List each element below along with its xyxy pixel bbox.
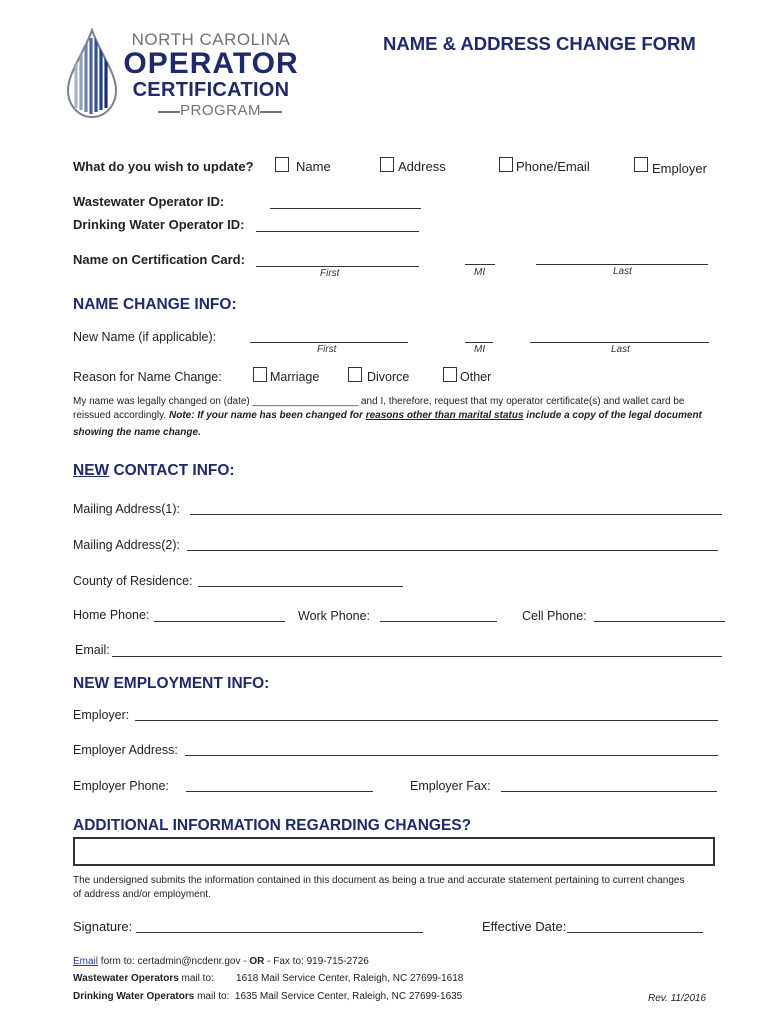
- new-last-caption: Last: [611, 344, 630, 355]
- additional-info-textbox[interactable]: [73, 837, 715, 866]
- mailing-address-1-label: Mailing Address(1):: [73, 502, 180, 516]
- mailing-address-1-field[interactable]: [190, 514, 722, 515]
- home-phone-field[interactable]: [154, 621, 285, 622]
- revision-date: Rev. 11/2016: [648, 993, 707, 1004]
- additional-info-heading: ADDITIONAL INFORMATION REGARDING CHANGES?: [73, 817, 472, 834]
- note-marital-text: reasons other than marital status: [365, 410, 524, 421]
- reason-marriage-label: Marriage: [270, 370, 320, 384]
- note-text: Note: If your name has been changed for: [168, 410, 363, 421]
- effective-date-label: Effective Date:: [482, 919, 567, 934]
- cert-mi-field[interactable]: [465, 264, 495, 265]
- mailing-address-2-field[interactable]: [187, 550, 718, 551]
- certification-statement-2: of address and/or employment.: [73, 889, 211, 900]
- contact-heading-rest: CONTACT INFO:: [109, 462, 235, 479]
- logo-line-3: CERTIFICATION: [132, 79, 290, 101]
- reason-other-label: Other: [460, 370, 492, 384]
- employment-heading: NEW EMPLOYMENT INFO:: [73, 675, 270, 692]
- employer-address-field[interactable]: [185, 755, 718, 756]
- email-field[interactable]: [112, 656, 722, 657]
- legal-change-statement-2: [73, 410, 702, 421]
- signature-label: Signature:: [73, 919, 133, 934]
- reason-label: Reason for Name Change:: [73, 370, 222, 384]
- cert-last-name-field[interactable]: [536, 264, 708, 265]
- new-mi-field[interactable]: [465, 342, 493, 343]
- footer-drinking-line: [73, 991, 462, 1002]
- work-phone-field[interactable]: [380, 621, 497, 622]
- employer-fax-label: Employer Fax:: [410, 779, 491, 793]
- update-name-checkbox[interactable]: [275, 157, 289, 172]
- or-text: OR: [249, 956, 265, 967]
- legal-change-statement: My name was legally changed on (date) ___________________ and I, therefore, request that my operator certificate(s) and wallet card be: [73, 396, 685, 407]
- employer-phone-label: Employer Phone:: [73, 779, 169, 793]
- wastewater-mail-address: mail to: 1618 Mail Service Center, Raleigh, NC 27699-1618: [178, 973, 464, 984]
- update-address-label: Address: [398, 159, 446, 174]
- work-phone-label: Work Phone:: [298, 609, 371, 623]
- program-logo: [62, 28, 307, 120]
- drinking-water-id-label: Drinking Water Operator ID:: [73, 217, 245, 232]
- update-phone-email-checkbox[interactable]: [499, 157, 513, 172]
- email-instruction: form to: certadmin@ncdenr.gov -: [98, 956, 250, 967]
- update-question: What do you wish to update?: [73, 159, 254, 174]
- contact-heading: [73, 462, 235, 480]
- cell-phone-field[interactable]: [594, 621, 725, 622]
- wastewater-id-label: Wastewater Operator ID:: [73, 194, 225, 209]
- water-drop-icon: [64, 28, 120, 120]
- drinking-water-mail-address: mail to: 1635 Mail Service Center, Raleigh, NC 27699-1635: [194, 991, 463, 1002]
- wastewater-mail-label: Wastewater Operators: [73, 973, 179, 984]
- contact-heading-new: NEW: [73, 462, 110, 479]
- cert-mi-caption: MI: [474, 267, 486, 278]
- update-phone-email-label: Phone/Email: [516, 159, 590, 174]
- note-legal-doc-text: include a copy of the legal document: [526, 410, 702, 421]
- email-label: Email:: [75, 643, 110, 657]
- footer-wastewater-line: [73, 973, 463, 984]
- effective-date-field[interactable]: [567, 932, 703, 933]
- update-name-label: Name: [296, 159, 331, 174]
- new-mi-caption: MI: [474, 344, 486, 355]
- employer-field[interactable]: [135, 720, 718, 721]
- home-phone-label: Home Phone:: [73, 608, 150, 622]
- note-text-end: showing the name change.: [73, 427, 201, 438]
- reissue-text: reissued accordingly.: [73, 410, 167, 421]
- employer-phone-field[interactable]: [186, 791, 373, 792]
- update-address-checkbox[interactable]: [380, 157, 394, 172]
- logo-line-4: PROGRAM: [180, 102, 262, 119]
- employer-address-label: Employer Address:: [73, 743, 178, 757]
- logo-line-1: NORTH CAROLINA: [131, 30, 291, 49]
- cert-first-name-field[interactable]: [256, 266, 419, 267]
- email-link[interactable]: Email: [73, 956, 99, 967]
- update-employer-checkbox[interactable]: [634, 157, 648, 172]
- new-last-name-field[interactable]: [530, 342, 709, 343]
- employer-label: Employer:: [73, 708, 130, 722]
- county-field[interactable]: [198, 586, 403, 587]
- cert-last-caption: Last: [613, 266, 632, 277]
- new-name-label: New Name (if applicable):: [73, 330, 217, 344]
- wastewater-id-field[interactable]: [270, 208, 421, 209]
- fax-instruction: - Fax to: 919-715-2726: [264, 956, 369, 967]
- certification-statement-1: The undersigned submits the information contained in this document as being a true and accurate statement pertaining to current changes: [73, 875, 685, 886]
- cell-phone-label: Cell Phone:: [522, 609, 587, 623]
- new-first-name-field[interactable]: [250, 342, 408, 343]
- update-employer-label: Employer: [652, 161, 707, 176]
- name-change-heading: NAME CHANGE INFO:: [73, 296, 237, 313]
- signature-field[interactable]: [136, 932, 423, 933]
- reason-divorce-checkbox[interactable]: [348, 367, 362, 382]
- footer-email-line: [73, 956, 369, 967]
- cert-name-label: Name on Certification Card:: [73, 252, 245, 267]
- cert-first-caption: First: [320, 268, 340, 279]
- reason-marriage-checkbox[interactable]: [253, 367, 267, 382]
- form-title: NAME & ADDRESS CHANGE FORM: [383, 33, 696, 54]
- reason-divorce-label: Divorce: [367, 370, 410, 384]
- employer-fax-field[interactable]: [501, 791, 717, 792]
- drinking-water-mail-label: Drinking Water Operators: [73, 991, 195, 1002]
- logo-rule-right: [260, 111, 282, 113]
- drinking-water-id-field[interactable]: [256, 231, 419, 232]
- logo-rule-left: [158, 111, 180, 113]
- county-label: County of Residence:: [73, 574, 193, 588]
- new-first-caption: First: [317, 344, 337, 355]
- mailing-address-2-label: Mailing Address(2):: [73, 538, 180, 552]
- reason-other-checkbox[interactable]: [443, 367, 457, 382]
- logo-line-2: OPERATOR: [123, 47, 299, 80]
